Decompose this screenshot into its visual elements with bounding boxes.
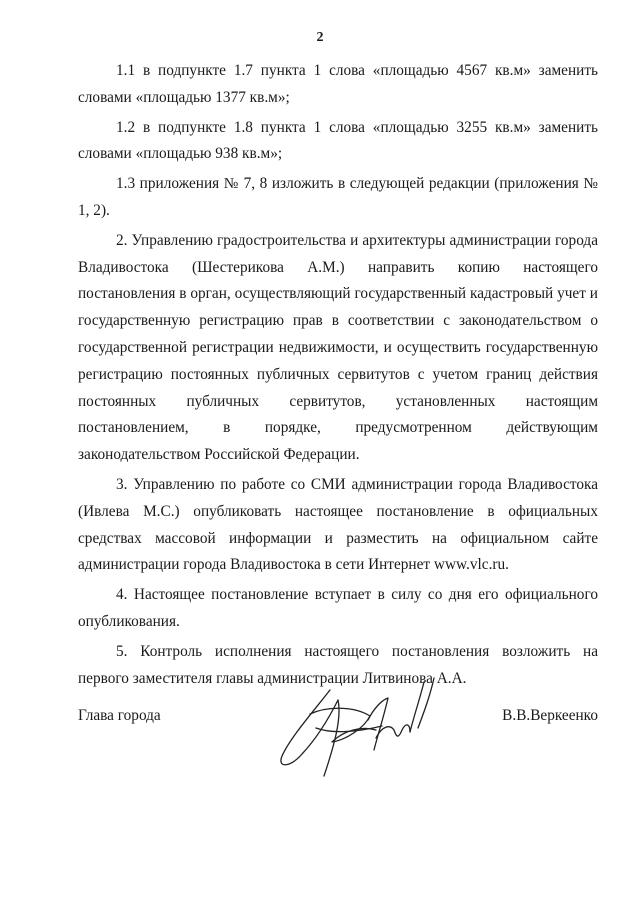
- paragraph-1-2: 1.2 в подпункте 1.8 пункта 1 слова «площадью 3255 кв.м» заменить словами «площадью 938 кв.м»;: [78, 118, 598, 163]
- signatory-title: Глава города: [78, 707, 161, 724]
- handwritten-signature: [272, 668, 442, 783]
- paragraph-5: 5. Контроль исполнения настоящего постановления возложить на первого заместителя главы администрации Литвинова А.А.: [78, 642, 598, 687]
- paragraph-3: 3. Управлению по работе со СМИ администрации города Владивостока (Ивлева М.С.) опубликовать настоящее постановление в официальных средствах массовой информации и разместить на официальном сайте администрации города Владивостока в сети Интернет www.vlc.ru.: [78, 475, 598, 574]
- paragraph-2: 2. Управлению градостроительства и архитектуры администрации города Владивостока (Шестерикова А.М.) направить копию настоящего постановления в орган, осуществляющий государственный кадастровый учет и государственную регистрацию прав в соответствии с законодательством о государственной регистрации недвижимости, и осуществить государственную регистрацию постоянных публичных сервитутов с учетом границ действия постоянных публичных сервитутов, установленных настоящим постановлением, в порядке, предусмотренном действующим законодательством Российской Федерации.: [78, 231, 598, 464]
- signatory-name: В.В.Веркеенко: [502, 707, 598, 724]
- page-number: 2: [316, 30, 324, 45]
- document-body: [78, 58, 598, 695]
- paragraph-1-1: 1.1 в подпункте 1.7 пункта 1 слова «площадью 4567 кв.м» заменить словами «площадью 1377 кв.м»;: [78, 62, 598, 106]
- paragraph-4: 4. Настоящее постановление вступает в силу со дня его официального опубликования.: [78, 586, 598, 630]
- paragraph-1-3: 1.3 приложения № 7, 8 изложить в следующей редакции (приложения № 1, 2).: [78, 175, 598, 219]
